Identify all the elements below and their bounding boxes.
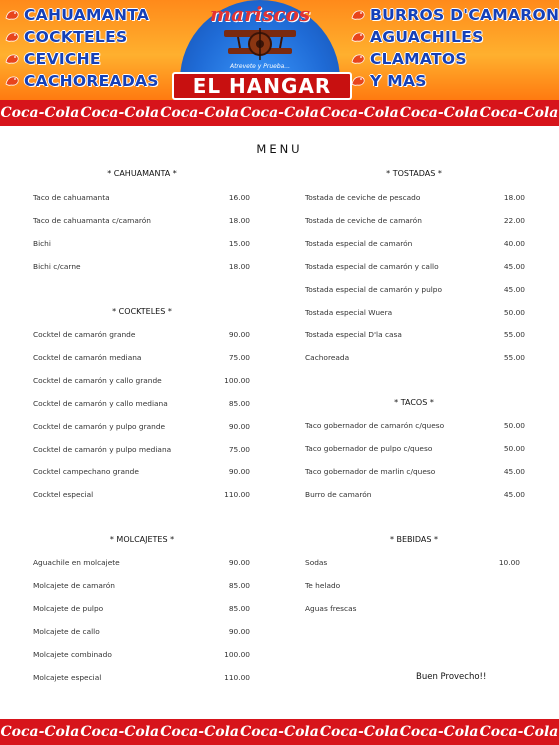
menu-item-price: 18.00: [228, 215, 250, 225]
menu-item-price: 110.00: [224, 672, 250, 682]
section-title: * MOLCAJETES *: [109, 535, 175, 544]
menu-item-price: 100.00: [224, 375, 250, 385]
menu-item-price: 90.00: [228, 421, 250, 431]
banner-item-label: CEVICHE: [24, 50, 101, 68]
banner-item: [4, 26, 159, 48]
menu-item-price: 40.00: [503, 238, 525, 248]
shrimp-icon: [4, 74, 20, 88]
airplane-icon: [218, 22, 302, 66]
logo-name: EL HANGAR: [172, 72, 352, 100]
menu-item-price: 85.00: [228, 603, 250, 613]
coca-cola-logo: Coca-Cola: [319, 105, 399, 121]
menu-item-name: Cocktel de camarón y pulpo grande: [33, 421, 166, 431]
menu-item-name: Taco de cahuamanta: [33, 193, 110, 202]
coca-cola-logo: Coca-Cola: [399, 724, 479, 740]
menu-item-name: Tostada de ceviche de camarón: [305, 215, 422, 225]
menu-item-name: Cocktel de camarón grande: [33, 330, 136, 339]
menu-item-price: 50.00: [503, 307, 525, 317]
menu-item-name: Molcajete especial: [33, 672, 102, 682]
menu-item-price: 55.00: [503, 353, 525, 363]
section-title: * TOSTADAS *: [386, 169, 442, 178]
coca-cola-logo: Coca-Cola: [479, 105, 559, 121]
menu-item-name: Cocktel de camarón y callo grande: [33, 375, 162, 385]
shrimp-icon: [350, 52, 366, 66]
shrimp-icon: [4, 8, 20, 22]
section-title: * TACOS *: [394, 398, 434, 407]
coca-cola-logo: Coca-Cola: [399, 105, 479, 121]
coca-cola-logo: Coca-Cola: [319, 724, 399, 740]
menu-item-name: Molcajete de callo: [33, 626, 100, 636]
menu-item-name: Burro de camarón: [305, 489, 372, 499]
menu-item-name: Tostada especial de camarón y pulpo: [305, 284, 443, 294]
menu-item-name: Aguas frescas: [305, 603, 357, 613]
menu-item-price: 90.00: [228, 467, 250, 477]
menu-item-name: Cocktel de camarón y callo mediana: [33, 398, 168, 408]
logo-slogan: Atrevete y Prueba...: [229, 63, 291, 70]
shrimp-icon: [350, 8, 366, 22]
menu-item-name: Bichi c/carne: [33, 261, 81, 271]
menu-item-price: 55.00: [503, 330, 525, 340]
menu-item-price: 50.00: [503, 443, 525, 453]
banner-item-label: BURROS D'CAMARON: [370, 6, 559, 24]
banner-item: [4, 48, 159, 70]
menu-item-price: 22.00: [503, 215, 525, 225]
menu-item-name: Te helado: [305, 580, 341, 590]
coca-cola-logo: Coca-Cola: [160, 105, 239, 121]
menu-item-price: 45.00: [503, 466, 525, 476]
header-banner: [0, 0, 559, 100]
menu-item-name: Bichi: [33, 238, 51, 248]
menu-item-price: 15.00: [228, 238, 250, 248]
menu-item-name: Taco gobernador de pulpo c/queso: [305, 443, 433, 453]
menu-item-name: Cachoreada: [305, 353, 350, 363]
menu-item-price: 90.00: [228, 330, 250, 339]
menu-item-name: Molcajete de camarón: [33, 580, 115, 590]
banner-item: [350, 4, 559, 26]
coca-cola-logo: Coca-Cola: [80, 105, 160, 121]
menu-item-name: Cocktel de camarón y pulpo mediana: [33, 444, 172, 454]
menu-item-price: 18.00: [228, 261, 250, 271]
coca-cola-logo: Coca-Cola: [479, 724, 559, 740]
menu-item-name: Molcajete de pulpo: [33, 603, 104, 613]
coca-cola-logo: Coca-Cola: [240, 105, 319, 121]
menu-item-price: 90.00: [228, 626, 250, 636]
menu-item-price: 90.00: [228, 558, 250, 567]
menu-item-price: 10.00: [498, 558, 520, 567]
menu-item-name: Tostada especial de camarón y callo: [305, 261, 439, 271]
banner-left-list: [4, 4, 159, 92]
banner-item: [4, 4, 159, 26]
banner-item-label: CLAMATOS: [370, 50, 467, 68]
menu-item-price: 45.00: [503, 261, 525, 271]
banner-item-label: COCKTELES: [24, 28, 128, 46]
banner-item: [350, 26, 559, 48]
menu-item-name: Tostada especial de camarón: [305, 238, 413, 248]
banner-item-label: Y MAS: [370, 72, 427, 90]
menu-item-price: 110.00: [224, 490, 250, 500]
section-title: * COCKTELES *: [112, 307, 172, 316]
banner-item-label: CAHUAMANTA: [24, 6, 150, 24]
menu-item-name: Taco de cahuamanta c/camarón: [33, 215, 151, 225]
menu-item-price: 100.00: [224, 649, 250, 659]
section-title: * CAHUAMANTA *: [107, 169, 177, 178]
menu-item-name: Cocktel campechano grande: [33, 467, 139, 477]
menu-item-name: Tostada de ceviche de pescado: [305, 193, 421, 202]
shrimp-icon: [350, 74, 366, 88]
menu-item-name: Sodas: [305, 558, 328, 567]
menu-item-name: Molcajete combinado: [33, 649, 112, 659]
coca-cola-logo: Coca-Cola: [0, 105, 80, 121]
menu-item-name: Taco gobernador de camarón c/queso: [305, 421, 445, 430]
banner-item: [350, 70, 559, 92]
menu-item-price: 85.00: [228, 580, 250, 590]
menu-item-name: Aguachile en molcajete: [33, 558, 120, 567]
banner-item-label: AGUACHILES: [370, 28, 484, 46]
section-title: * BEBIDAS *: [389, 535, 439, 544]
banner-item: [4, 70, 159, 92]
menu-item-name: Cocktel especial: [33, 490, 94, 500]
closing-message: Buen Provecho!!: [416, 672, 487, 682]
coca-cola-logo: Coca-Cola: [0, 724, 80, 740]
coca-cola-logo: Coca-Cola: [160, 724, 239, 740]
brand-strip-bottom: [0, 719, 559, 745]
menu-item-price: 75.00: [228, 444, 250, 454]
menu-item-price: 50.00: [503, 421, 525, 430]
menu-item-price: 85.00: [228, 398, 250, 408]
menu-item-price: 75.00: [228, 352, 250, 362]
menu-item-price: 45.00: [503, 284, 525, 294]
shrimp-icon: [350, 30, 366, 44]
menu-item-name: Tostada especial D'la casa: [305, 330, 402, 340]
coca-cola-logo: Coca-Cola: [240, 724, 319, 740]
menu-item-name: Cocktel de camarón mediana: [33, 352, 142, 362]
shrimp-icon: [4, 30, 20, 44]
menu-item-price: 45.00: [503, 489, 525, 499]
menu-item-price: 18.00: [503, 193, 525, 202]
menu-item-price: 16.00: [228, 193, 250, 202]
shrimp-icon: [4, 52, 20, 66]
banner-item: [350, 48, 559, 70]
banner-item-label: CACHOREADAS: [24, 72, 159, 90]
coca-cola-logo: Coca-Cola: [80, 724, 160, 740]
restaurant-logo: [180, 0, 340, 100]
menu-title: MENU: [256, 142, 303, 156]
banner-right-list: [350, 4, 559, 92]
menu-item-name: Taco gobernador de marlin c/queso: [305, 466, 436, 476]
menu-item-name: Tostada especial Wuera: [305, 307, 393, 317]
brand-strip-top: [0, 100, 559, 126]
logo-word: mariscos: [209, 2, 311, 26]
